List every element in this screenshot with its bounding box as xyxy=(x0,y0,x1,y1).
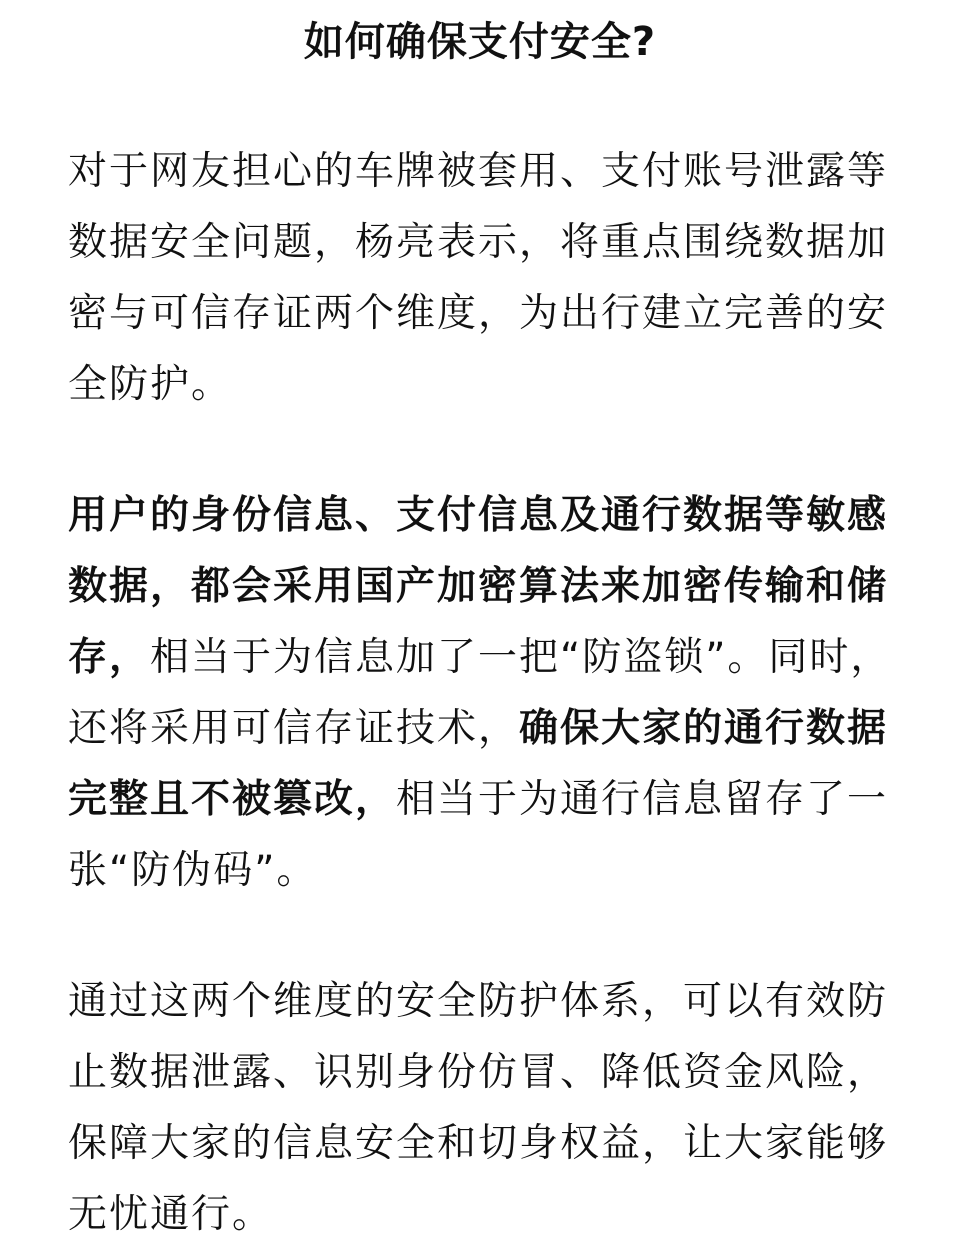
paragraph2-line5-bold: 完整且不被篡改， xyxy=(68,777,397,822)
paragraph3-line3: 保障大家的信息安全和切身权益，让大家能够 xyxy=(68,1121,889,1166)
paragraph1-line3: 密与可信存证两个维度，为出行建立完善的安 xyxy=(68,291,889,336)
paragraph2-line1: 用户的身份信息、支付信息及通行数据等敏感 xyxy=(68,493,889,538)
paragraph2-line4-bold: 确保大家的通行数据 xyxy=(519,706,889,751)
paragraph1-line2: 数据安全问题，杨亮表示，将重点围绕数据加 xyxy=(68,220,889,265)
paragraph2-line3 xyxy=(68,622,898,693)
paragraph2-line3-bold: 存， xyxy=(68,635,151,680)
paragraph3-line4: 无忧通行。 xyxy=(68,1192,274,1237)
article-title: 如何确保支付安全? xyxy=(303,19,657,65)
paragraph2-line4 xyxy=(68,693,898,764)
paragraph2-line4-normal: 还将采用可信存证技术， xyxy=(68,706,520,751)
paragraph1-line4: 全防护。 xyxy=(68,362,233,407)
paragraph-encryption xyxy=(68,480,898,906)
paragraph3-line2: 止数据泄露、识别身份仿冒、降低资金风险， xyxy=(68,1050,889,1095)
paragraph2-line5 xyxy=(68,764,898,835)
paragraph3-line1: 通过这两个维度的安全防护体系，可以有效防 xyxy=(68,979,889,1024)
paragraph2-line3-normal: 相当于为信息加了一把“防盗锁”。同时， xyxy=(150,635,892,680)
paragraph1-line1: 对于网友担心的车牌被套用、支付账号泄露等 xyxy=(68,149,889,194)
paragraph2-line2: 数据，都会采用国产加密算法来加密传输和储 xyxy=(68,564,889,609)
paragraph-data-security xyxy=(68,136,898,420)
paragraph-conclusion xyxy=(68,966,898,1250)
paragraph2-line6: 张“防伪码”。 xyxy=(68,848,318,893)
paragraph2-line5-normal: 相当于为通行信息留存了一 xyxy=(396,777,889,822)
